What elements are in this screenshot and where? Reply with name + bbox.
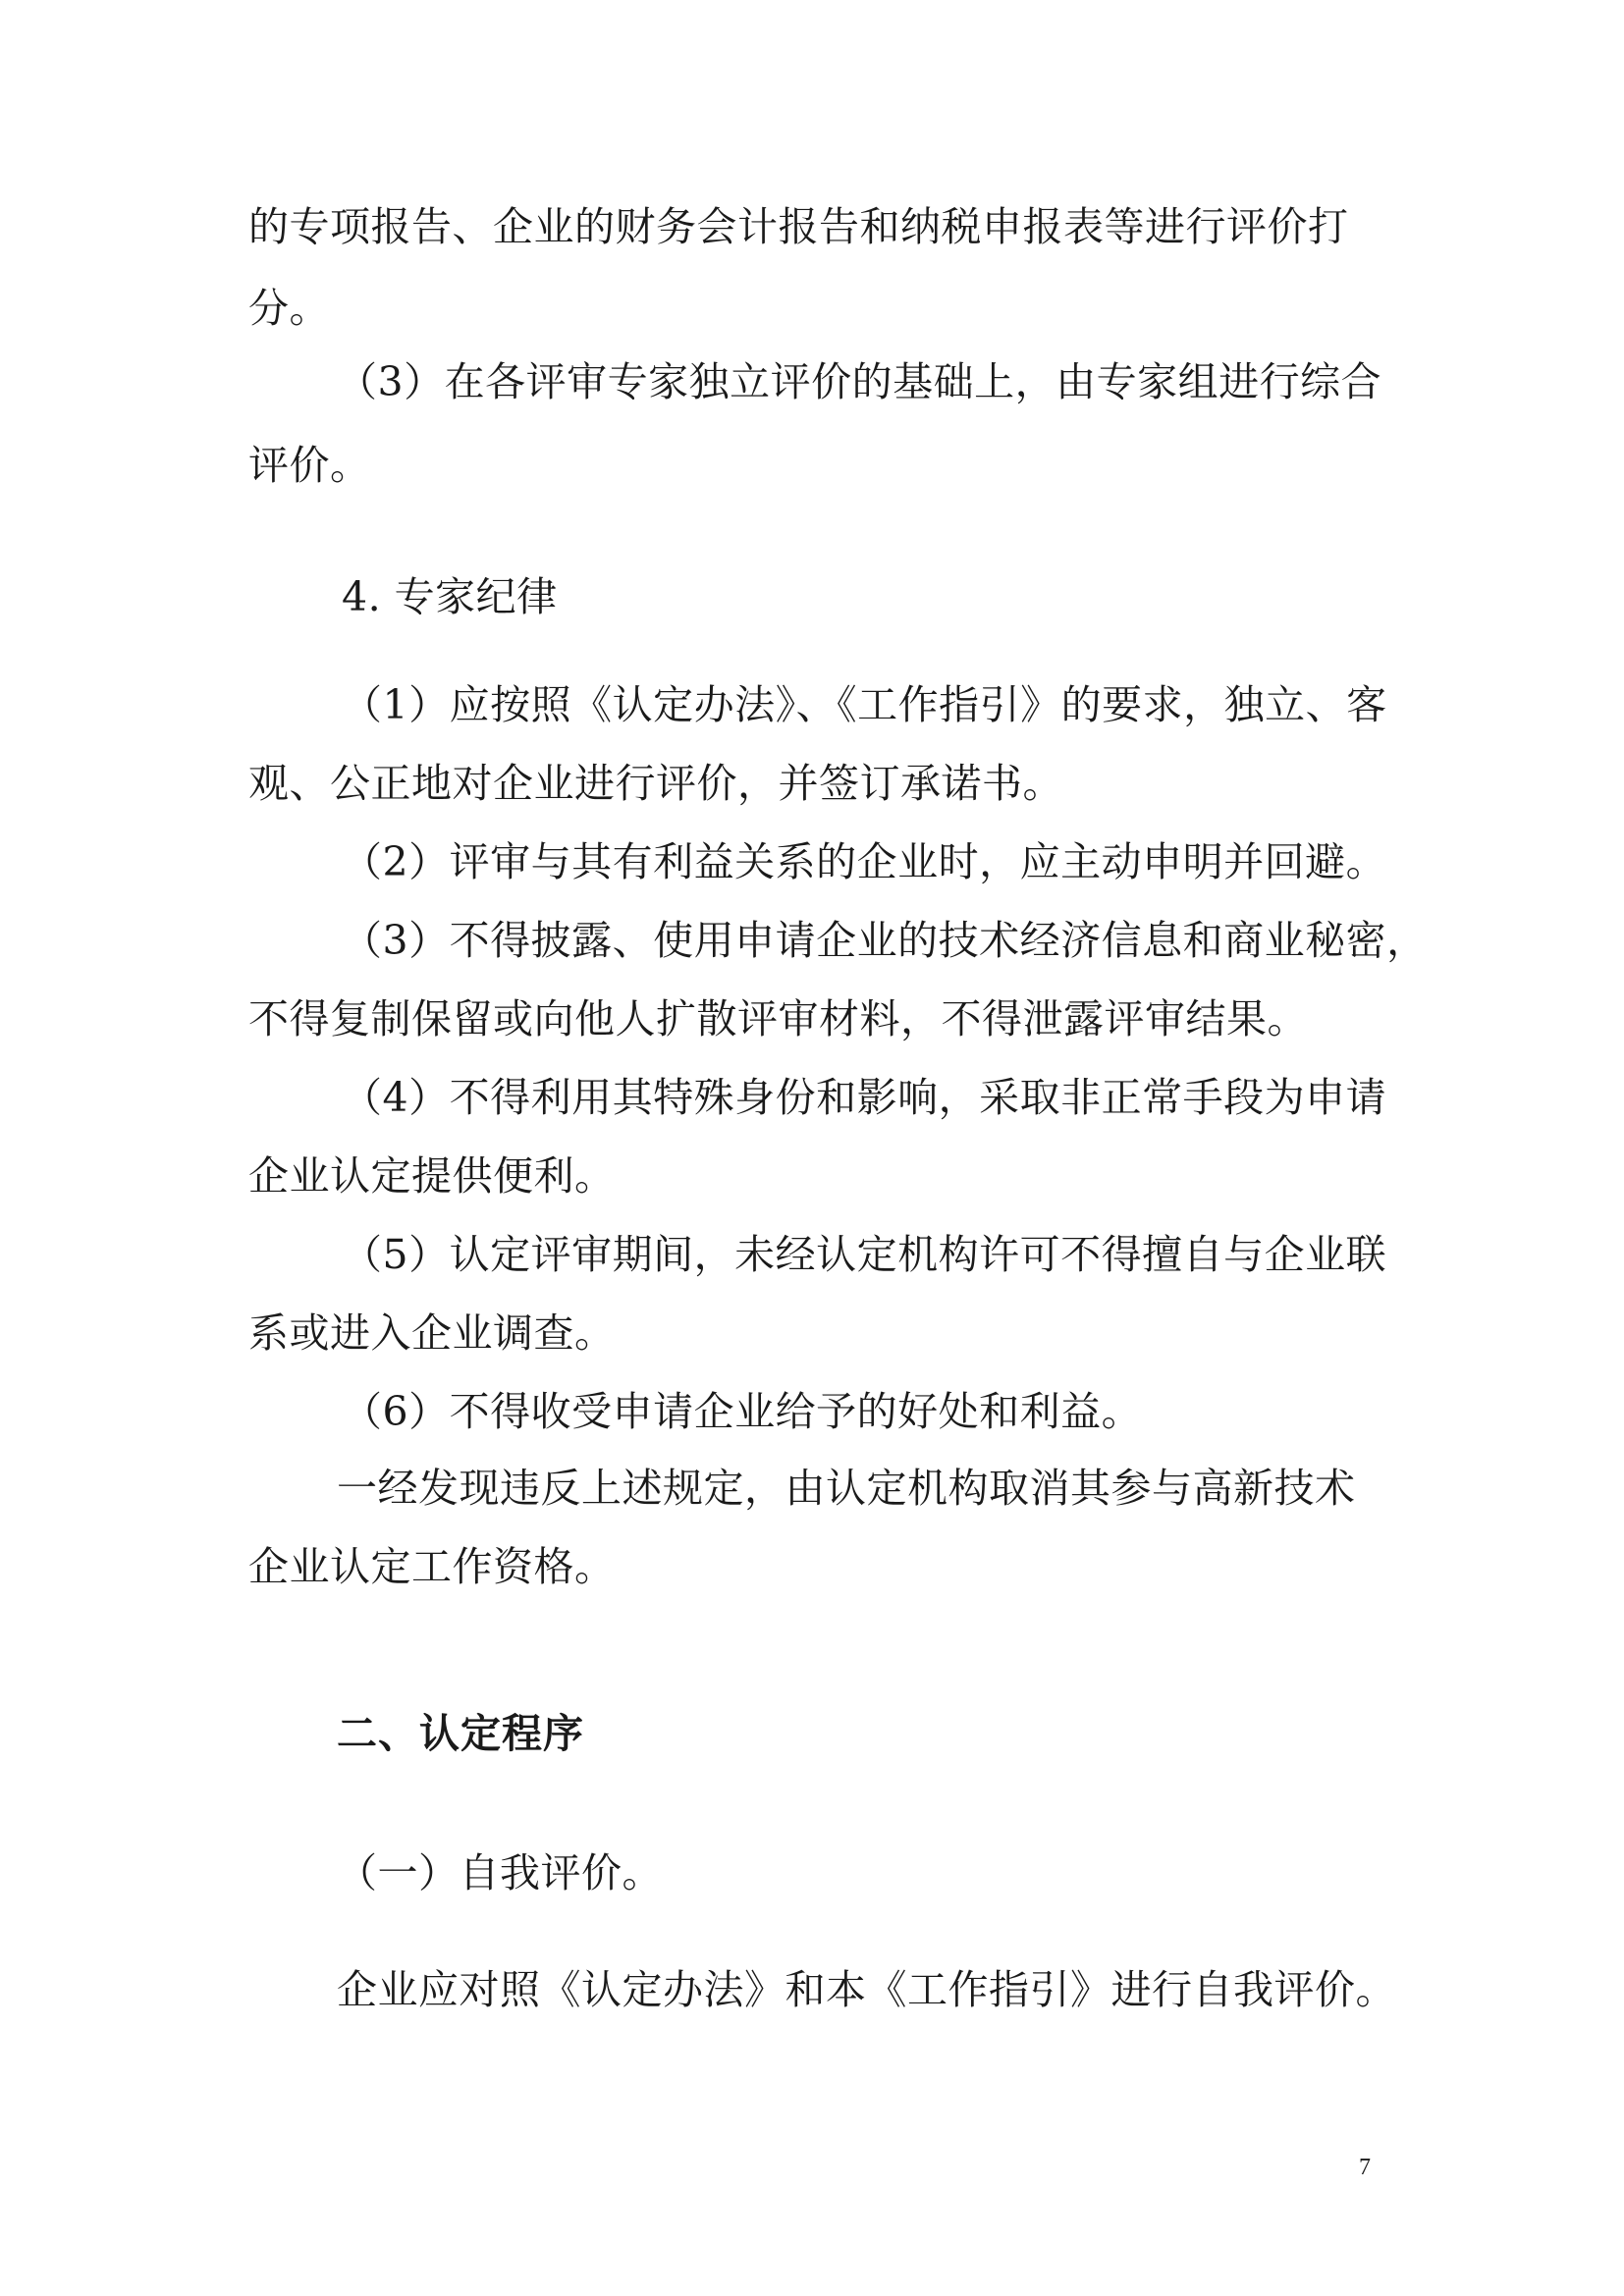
paragraph-line: 企业认定提供便利。 (248, 1152, 616, 1200)
paragraph-line: （4）不得利用其特殊身份和影响，采取非正常手段为申请 (342, 1074, 1387, 1121)
paragraph-line: 不得复制保留或向他人扩散评审材料，不得泄露评审结果。 (248, 995, 1308, 1042)
subheading-expert-discipline: 4. 专家纪律 (342, 573, 558, 620)
paragraph-line: 观、公正地对企业进行评价，并签订承诺书。 (248, 760, 1063, 807)
paragraph-line: 系或进入企业调查。 (248, 1309, 616, 1357)
paragraph-line: 分。 (248, 285, 330, 332)
paragraph-line: 评价。 (248, 442, 371, 489)
paragraph-line: （3）在各评审专家独立评价的基础上，由专家组进行综合 (337, 358, 1382, 405)
paragraph-line: （2）评审与其有利益关系的企业时，应主动申明并回避。 (342, 838, 1387, 885)
paragraph-line: 的专项报告、企业的财务会计报告和纳税申报表等进行评价打 (248, 203, 1349, 250)
paragraph-line: （5）认定评审期间，未经认定机构许可不得擅自与企业联 (342, 1231, 1387, 1278)
paragraph-line: （6）不得收受申请企业给予的好处和利益。 (342, 1388, 1143, 1435)
page-number: 7 (1359, 2155, 1371, 2180)
paragraph-line: 一经发现违反上述规定，由认定机构取消其参与高新技术 (337, 1465, 1356, 1512)
section-heading: 二、认定程序 (337, 1710, 584, 1757)
paragraph-line: 企业认定工作资格。 (248, 1543, 616, 1590)
subsection-heading: （一）自我评价。 (337, 1849, 663, 1896)
paragraph-line: （1）应按照《认定办法》、《工作指引》的要求，独立、客 (342, 681, 1387, 728)
paragraph-line: （3）不得披露、使用申请企业的技术经济信息和商业秘密， (342, 917, 1428, 964)
paragraph-line: 企业应对照《认定办法》和本《工作指引》进行自我评价。 (337, 1966, 1396, 2013)
